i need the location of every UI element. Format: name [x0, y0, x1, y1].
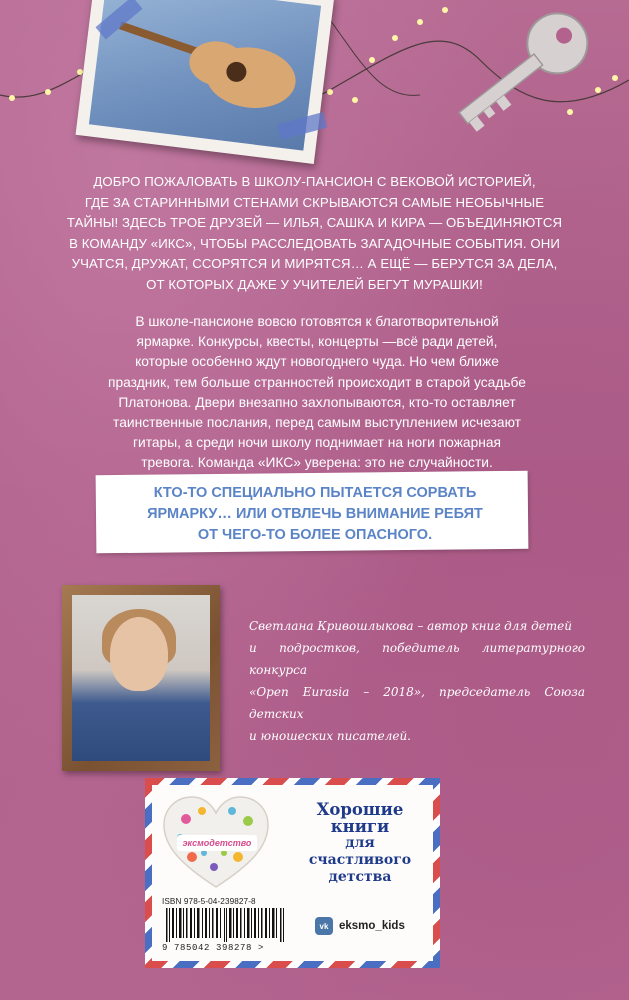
- author-photo-frame: [62, 585, 220, 771]
- barcode-icon: [162, 908, 292, 942]
- author-bio-line: Светлана Кривошлыкова – автор книг для детей: [249, 619, 572, 633]
- isbn-text: ISBN 978-5-04-239827-8: [162, 897, 256, 906]
- author-face: [110, 617, 168, 691]
- publisher-slogan: [292, 801, 428, 886]
- description-line: Платонова. Двери внезапно захлопываются, кто-то оставляет: [118, 394, 516, 410]
- description-line: которые особенно ждут новогоднего чуда. Но чем ближе: [135, 354, 499, 370]
- description-line: тревога. Команда «ИКС» уверена: это не случайности.: [141, 455, 493, 471]
- author-bio-line: «Open Eurasia – 2018», председатель Союза детских: [249, 685, 585, 721]
- intro-line: ТАЙНЫ! ЗДЕСЬ ТРОЕ ДРУЗЕЙ — ИЛЬЯ, САШКА И КИРА — ОБЪЕДИНЯЮТСЯ: [66, 215, 563, 230]
- highlight-text: [100, 483, 530, 546]
- publisher-card: [152, 785, 433, 961]
- intro-paragraph: [52, 172, 577, 295]
- intro-line: В КОМАНДУ «ИКС», ЧТОБЫ РАССЛЕДОВАТЬ ЗАГАДОЧНЫЕ СОБЫТИЯ. ОНИ: [69, 235, 560, 251]
- intro-line: ГДЕ ЗА СТАРИННЫМИ СТЕНАМИ СКРЫВАЮТСЯ САМЫЕ НЕОБЫЧНЫЕ: [84, 194, 545, 210]
- description-line: ярмарке. Конкурсы, квесты, концерты —всё ради детей,: [136, 334, 498, 350]
- intro-line: ДОБРО ПОЖАЛОВАТЬ В ШКОЛУ-ПАНСИОН С ВЕКОВОЙ ИСТОРИЕЙ,: [93, 174, 536, 189]
- author-bio-line: и подростков, победитель литературного конкурса: [249, 641, 585, 677]
- vk-icon: vk: [315, 917, 333, 935]
- social-link[interactable]: [315, 917, 405, 935]
- description-paragraph: [62, 312, 572, 474]
- intro-line: ОТ КОТОРЫХ ДАЖЕ У УЧИТЕЛЕЙ БЕГУТ МУРАШКИ!: [146, 276, 483, 292]
- description-line: праздник, тем больше странностей происходит в старой усадьбе: [108, 374, 526, 390]
- author-bio: [249, 615, 585, 747]
- social-handle: eksmo_kids: [339, 920, 405, 932]
- description-line: В школе-пансионе вовсю готовятся к благотворительной: [135, 314, 499, 329]
- highlight-line: КТО-ТО СПЕЦИАЛЬНО ПЫТАЕТСЯ СОРВАТЬ: [153, 485, 477, 501]
- highlight-line: ЯРМАРКУ… ИЛИ ОТВЛЕЧЬ ВНИМАНИЕ РЕБЯТ: [147, 506, 483, 522]
- slogan-line: для счастливого: [308, 835, 412, 868]
- slogan-line: книги: [330, 817, 390, 836]
- description-line: таинственные послания, перед самым выступлением исчезают: [113, 415, 521, 431]
- barcode-number: 9 785042 398278 >: [162, 943, 265, 953]
- intro-line: УЧАТСЯ, ДРУЖАТ, ССОРЯТСЯ И МИРЯТСЯ… А ЕЩЁ — БЕРУТСЯ ЗА ДЕЛА,: [71, 256, 558, 271]
- slogan-line: детства: [328, 869, 392, 885]
- author-bio-line: и юношеских писателей.: [249, 729, 411, 743]
- publisher-envelope: [145, 778, 440, 968]
- slogan-line: Хорошие: [316, 800, 404, 819]
- publisher-brand: эксмодетство: [177, 835, 257, 851]
- highlight-line: ОТ ЧЕГО-ТО БОЛЕЕ ОПАСНОГО.: [197, 527, 433, 543]
- barcode-block: [162, 897, 297, 959]
- key-icon: [430, 10, 620, 140]
- description-line: гитары, а среди ночи школу поднимает на ноги пожарная: [132, 435, 502, 451]
- author-photo: [72, 595, 210, 761]
